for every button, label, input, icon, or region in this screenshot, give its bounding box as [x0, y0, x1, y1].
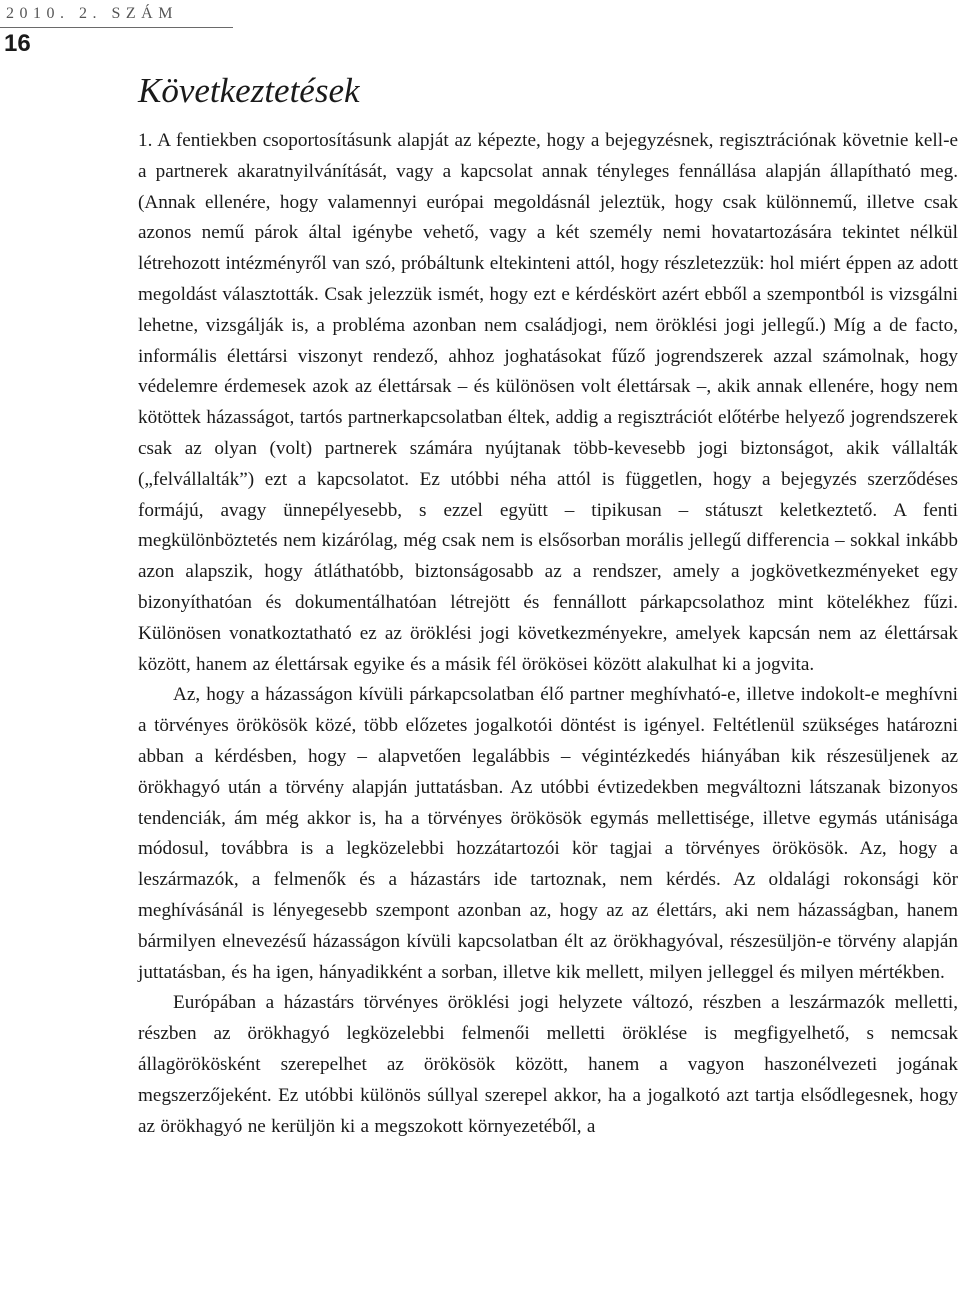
page-number: 16 [4, 30, 31, 57]
article-body [138, 66, 958, 1142]
header-divider [0, 27, 233, 28]
issue-label: 2010. 2. SZÁM [6, 5, 178, 22]
section-title: Következtetések [138, 71, 360, 110]
paragraph-conclusion-3: Európában a házastárs törvényes öröklési jogi helyzete változó, részben a leszármazók melletti, részben az örökhagyó legközelebbi felmenői melletti öröklése is megfigyelhető, s nemcsak állagörökösként szerepelhet az örökösök között, hanem a vagyon haszonélvezeti jogának megszerzőjeként. Ez utóbbi különös súllyal szerepel akkor, ha a jogalkotó azt tartja elsődlegesnek, hogy az örökhagyó ne kerüljön ki a megszokott környezetéből, a [138, 992, 958, 1137]
paragraph-conclusion-1: 1. A fentiekben csoportosításunk alapját az képezte, hogy a bejegyzésnek, regisztrációnak követnie kell-e a partnerek akaratnyilvánítását, vagy a kapcsolat annak tényleges fennállása alapján állapítható meg. (Annak ellenére, hogy valamennyi európai megoldásnál jeleztük, hogy csak különnemű, illetve csak azonos nemű párok által igénybe vehető, vagy a két személy nemi hovatartozására tekintet nélkül létrehozott intézményről van szó, próbáltunk eltekinteni attól, hogy részletezzük: hol miért éppen az adott megoldást választották. Csak jelezzük ismét, hogy ezt e kérdéskört azért ebből a szempontból is vizsgálni lehetne, vizsgálják is, a probléma azonban nem családjogi, nem öröklési jogi jellegű.) Míg a de facto, informális élettársi viszonyt rendező, ahhoz joghatásokat fűző jogrendszerek azzal számolnak, hogy védelemre érdemesek azok az élettársak – és különösen volt élettársak –, akik annak ellenére, hogy nem kötöttek házasságot, tartós partnerkapcsolatban éltek, addig a regisztrációt előtérbe helyező jogrendszerek csak az olyan (volt) partnerek számára nyújtanak több-kevesebb jogi biztonságot, akik vállalták („felvállalták”) ezt a kapcsolatot. Ez utóbbi néha attól is független, hogy a bejegyzés szerződéses formájú, avagy ünnepélyesebb, s ezzel együtt – tipikusan – státuszt keletkeztető. A fenti megkülönböztetés nem kizárólag, még csak nem is elsősorban morális jellegű differencia – sokkal inkább azon alapszik, hogy átláthatóbb, biztonságosabb az a rendszer, amely a jogkövetkezményeket egy bizonyíthatóan és dokumentálhatóan létrejött és fennállott párkapcsolathoz mint kötelékhez fűzi. Különösen vonatkoztatható ez az öröklési jogi következményekre, amelyek kapcsán nem az élettársak között, hanem az élettársak egyike és a másik fél örökösei között alakulhat ki a jogvita. [138, 130, 958, 675]
paragraph-conclusion-2: Az, hogy a házasságon kívüli párkapcsolatban élő partner meghívható-e, illetve indokolt-e meghívni a törvényes örökösök közé, több előzetes jogalkotói döntést is igényel. Feltétlenül szükséges határozni abban a kérdésben, hogy – alapvetően legalábbis – végintézkedés hiányában kik részesüljenek az örökhagyó után a törvény alapján juttatásban. Az utóbbi évtizedekben megváltozni látszanak bizonyos tendenciák, ám még akkor is, ha a törvényes örökösök egymás mellettisége, illetve egymás utánisága módosul, továbbra is a legközelebbi hozzátartozói kör tagjai a törvényes örökösök. Az, hogy a leszármazók, a felmenők és a házastárs ide tartoznak, nem kérdés. Az oldalági rokonsági kör meghívásánál is lényegesebb szempont azonban az, hogy az az élettárs, aki nem házasságban, hanem bármilyen elnevezésű házasságon kívüli kapcsolatban élt az örökhagyóval, részesüljön-e törvény alapján juttatásban, és ha igen, hányadikként a sorban, illetve kik mellett, milyen jelleggel és milyen mértékben. [138, 684, 958, 983]
running-header [0, 0, 233, 64]
